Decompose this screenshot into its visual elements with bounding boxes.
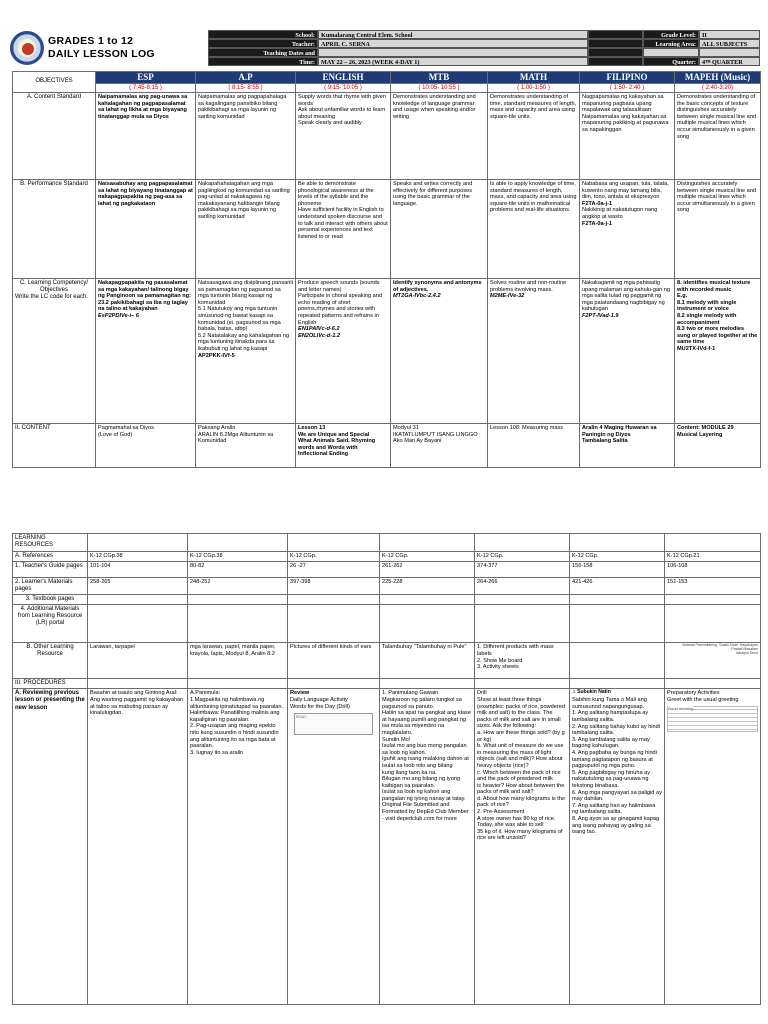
cell: Naipamamalas ang pag-unawa sa kahalagahan ng pagpapasalamat sa lahat ng likha at mga biyayang tinatanggap mula sa Diyos xyxy=(96,93,196,180)
time-english: ( 9:15- 10:05 ) xyxy=(296,84,391,93)
cell: Distinguishes accurately between single musical line and multiple musical lines which occur simultaneously in a given song xyxy=(675,180,761,279)
form-subtitle: DAILY LESSON LOG xyxy=(48,48,155,60)
quarter-value: 4ᵀᴴ QUARTER xyxy=(699,57,760,66)
cell: Content: MODULE 29 Musical Layering xyxy=(675,424,761,468)
learning-competency-row xyxy=(13,279,761,424)
objectives-label: OBJECTIVES xyxy=(13,72,96,93)
row-label: A. Content Standard xyxy=(13,93,96,180)
lc-code: M2ME-IVe-32 xyxy=(490,293,525,300)
cell: Produce speech sounds (sounds and letter names) Participate in choral speaking and echo reading of short poems,rhymes and stories with repeated patterns and refrains in English EN1PAIVc-d-6.2 EN2OLIVc-d-1.2 xyxy=(296,279,391,424)
row-label: 3. Textbook pages xyxy=(13,595,88,605)
row-label: LEARNING RESOURCES xyxy=(13,534,88,552)
subject-esp: ESP xyxy=(96,72,196,84)
review-math: Drill Show at least three things (examples: packs of rice, powdered milk and salt) to the class. The packs of milk and salt are in small sizes. Ask the following: a. How are these things sold? (by g or kg) b. What unit of measure do we use in measuring the mass of light objects (salt and milk)? How about heavy objects (rice)? c. Which between the pack of rice and the pack of powdered milk is heavier? How about between the packs of milk and salt? d. About how many kilograms is the pack of rice? 2. Pre-Assessment A store owner has 80 kg of rice. Today, she was able to sell 35 kg of it. How many kilograms of rice are left unsold? xyxy=(475,689,570,1005)
lc-code: F2TA-0a-j-1 xyxy=(582,200,613,207)
content-row xyxy=(13,424,761,468)
cell: Naisasabuhay ang pagpapasalamat sa lahat ng biyayang tinatanggap at nakapagpapakita ng pag-asa sa lahat ng pagkakataon xyxy=(96,180,196,279)
procedures-row xyxy=(13,679,761,689)
cell: Identify synonyms and antonyms of adjectives. MT2GA-IVbc-2.4.2 xyxy=(391,279,488,424)
dates-label: Teaching Dates and xyxy=(208,48,318,57)
row-label: 1. Teacher's Guide pages xyxy=(13,562,88,578)
cell: Be able to demonstrate phonological awareness at the levels of the syllable and the phoneme Have sufficient facility in English to understand spoken discourse and to talk and interact with others about personal experiences and text listened to or read xyxy=(296,180,391,279)
cell: Demonstrates understanding of time, standard measures of length, mass and capacity and area using square-tile units. xyxy=(488,93,580,180)
cell: Solves routine and non-routine problems involving mass. M2ME-IVe-32 xyxy=(488,279,580,424)
learning-resources-row xyxy=(13,534,761,552)
cell: Lesson 13 We are Unique and Special What Animals Said, Rhyming words and Words with Inflectional Ending xyxy=(296,424,391,468)
header-info-grid xyxy=(208,30,760,66)
cell: Speaks and writes correctly and effectively for different purposes using the basic grammar of the language. xyxy=(391,180,488,279)
area-label: Learning Area: xyxy=(643,39,699,48)
grade-label: Grade Level: xyxy=(643,30,699,39)
cell: Nababasa ang usapan, tula, talata, kuwento nang may tamang bilis, diin, tono, antala at ekspresyon F2TA-0a-j-1 Nakikinig at nakatutugon nang angkop at wasto F2TA-0a-j-1 xyxy=(580,180,675,279)
resources-procedures-table xyxy=(12,533,761,1005)
cell: Is able to apply knowledge of time, standard measures of length, mass, and capacity and area using square-tile units in mathematical problems and real-life situations. xyxy=(488,180,580,279)
review-mapeh: Preparatory Activities Greet with the usual greeting Good morning xyxy=(665,689,761,1005)
content-standard-row xyxy=(13,93,761,180)
row-label: 4. Additional Materials from Learning Resource (LR) portal xyxy=(13,605,88,643)
music-staff-image: Good morning xyxy=(667,706,758,732)
subject-ap: A.P xyxy=(196,72,296,84)
form-title: GRADES 1 to 12 xyxy=(48,35,134,47)
time-mapeh: ( 2:40-3:20) xyxy=(675,84,761,93)
school-label: School: xyxy=(208,30,318,39)
row-label: B. Other Learning Resource xyxy=(13,643,88,679)
cell: Aralin 4 Maging Huwaran sa Paningin ng Diyos Tambalang Salita xyxy=(580,424,675,468)
references-row: A. References K-12 CGp.38 K-12 CGp.38 K-12 CGp. K-12 CGp. K-12 CGp. K-12 CGp. K-12 CGp.21 xyxy=(13,552,761,562)
review-esp: Basahin at isaulo ang Gintong Aral: Ang wastong paggamit ng kakayahan at talino sa mabuting paraan ay kinalulugdan. xyxy=(88,689,188,1005)
cell: Demonstrates understanding and knowledge of language grammar and usage when speaking and/or writing xyxy=(391,93,488,180)
cell: Nakakagamit ng mga pahiwatig upang malaman ang kahulu-gan ng mga salita tulad ng paggamit ng mga palatandaang nagbibigay ng kahulugan F2PT-IVad-1.9 xyxy=(580,279,675,424)
time-filipino: ( 1:50- 2:40 ) xyxy=(580,84,675,93)
lc-code: F2PT-IVad-1.9 xyxy=(582,312,619,319)
subject-english: ENGLISH xyxy=(296,72,391,84)
review-ap: A.Panimula: 1.Magpakita ng halimbawa ng alituntuning ipinatutupad sa paaralan. Halimbawa: Panatilihing malinis ang kapaligiran ng paaralan. 2. Pag-usapan ang maging epekto nito kung susundin o hindi susundin ang alituntuning ito sa mga bata at paaralan. 3. Iugnay ito sa aralin xyxy=(188,689,288,1005)
subject-time-row xyxy=(13,84,761,93)
lc-code: MT2GA-IVbc-2.4.2 xyxy=(393,293,441,300)
area-value: ALL SUBJECTS xyxy=(699,39,760,48)
cell: Naisasagawa ang disiplinang pansarili sa pamamagitan ng pagsunod sa mga tuntunin bilang kasapi ng komunidad 5.1 Natutukoy ang mga tuntunin sinusunod ng bawat kasapi sa komunidad (ei. pagsunod sa mga babala, batas, atbp) 5.2 Natatalakay ang kahalagahan ng mga tuntuning itinakda para sa ikabubuti ng lahat ng kasapi AP2PKK-IVf-5 xyxy=(196,279,296,424)
learners-materials-row: 2. Learner's Materials pages 258-265 248-252 397-398 225-228 264-266 421-426 151-153 xyxy=(13,578,761,595)
cell: Pagmamahal sa Diyos (Love of God) xyxy=(96,424,196,468)
cell: Demonstrates understanding of the basic concepts of texture distinguishes accurately between single musical line and multiple musical lines which occur simultaneously in a given song xyxy=(675,93,761,180)
deped-seal-logo xyxy=(10,31,44,65)
cell: Nakapagpapakita ng pasasalamat sa mga kakayahan/ talinong bigay ng Panginoon sa pamamagitan ng: 23.2 pakikibahagi sa iba ng taglay na talino at kakayahan EsP2PDIVe-i– 6 xyxy=(96,279,196,424)
lc-code: MU2TX-IVd-f-1 xyxy=(677,345,716,352)
time-math: ( 1:00-1:50 ) xyxy=(488,84,580,93)
subukin-natin-banner: ♫ Subukin Natin xyxy=(572,689,611,696)
cell: Lesson 108: Measuring mass xyxy=(488,424,580,468)
row-label: 2. Learner's Materials pages xyxy=(13,578,88,595)
time-mtb: ( 10:05- 10:55 ) xyxy=(391,84,488,93)
cell: Paksang Aralin ARALIN 8.2Mga Alituntunin sa Komunidad xyxy=(196,424,296,468)
review-english: Review Daily Language Activity Words for the Day (Drill) READ: xyxy=(288,689,380,1005)
lc-code: EN1PAIVc-d-6.2 xyxy=(298,326,340,333)
lc-code: AP2PKK-IVf-5 xyxy=(198,352,235,359)
other-resources-row: B. Other Learning Resource Larawan, tarpapel mga larawan, papel, manila paper, krayola, lapis, Modyul 8, Aralin 8.2 Pictures of different kinds of ears Talambuhay "Talambuhay ni Pule" 1. Different products with mass labels 2. Show Me board 3. Activity sheets Balarila Pamimilahing "Susiin Nola" Hayahayan Paalati Masalam Isikaipio Disut xyxy=(13,643,761,679)
teachers-guide-row: 1. Teacher's Guide pages 101-104 80-82 26 -27 261-262 374-377 156-158 106-108 xyxy=(13,562,761,578)
review-filipino: ♫ Subukin Natin Sabihin kung Tama o Mali ang sumusunod napangungusap. 1. Ang salitang hampaslupa ay tambalang salita. 2. Ang salitang bahay kubo ay hindi tambalang salita. 3. Ang tambalang salita ay may bagong kahulugan. 4. Ang pagbaha ay bunga ng hindi tamang pagtatapon ng basura at pagpuputol ng mga puno. 5. Ang pagbibigay ng hinuha ay nakatutulong sa pag-unawa ng tekstong binabasa. 6. Ang mga pangyayari sa paligid ay may dahilan. 7. Ang salitang hari ay halimbawa ng tambalang salita. 8. Ang ayon sa ay ginagamit kapag ang isang pahayag ay galing sa isang tao. xyxy=(570,689,665,1005)
subject-header-row xyxy=(13,72,761,84)
row-label: C. Learning Competency/ Objectives Write the LC code for each. xyxy=(13,279,96,424)
row-label: A. Reviewing previous lesson or presenting the new lesson xyxy=(13,689,88,1005)
cell: Modyul 31 IKATATLUMPU'T ISANG LINGGO Ako Man Ay Bayani xyxy=(391,424,488,468)
time-esp: ( 7:45-8:15 ) xyxy=(96,84,196,93)
teacher-label: Teacher: xyxy=(208,39,318,48)
textbook-row xyxy=(13,595,761,605)
review-row xyxy=(13,689,761,1005)
drill-words-image: READ: xyxy=(294,713,373,735)
school-value: Kumalarang Central Elem. School xyxy=(318,30,588,39)
cell: Nagpapamalas ng kakayahan sa mapanuring pagbasa upang mapalawak ang talasalitaan Naipamamalas ang kakayahan sa mapanuring pakikinig at pagunawa sa napakinggan xyxy=(580,93,675,180)
subject-mapeh: MAPEH (Music) xyxy=(675,72,761,84)
grade-value: II xyxy=(699,30,760,39)
teacher-value: APRIL C. SERNA xyxy=(318,39,588,48)
row-label: III. PROCEDURES xyxy=(13,679,88,689)
dates-value: MAY 22 – 26, 2023 (WEEK 4-DAY 1) xyxy=(318,57,588,66)
subject-filipino: FILIPINO xyxy=(580,72,675,84)
row-label: B. Performance Standard xyxy=(13,180,96,279)
cell: Naipamamalas ang pagpapahalaga sa kagalingang pansibiko bilang pakikibahagi sa mga layunin ng sariling komunidad xyxy=(196,93,296,180)
row-label: A. References xyxy=(13,552,88,562)
header xyxy=(10,30,760,70)
subject-math: MATH xyxy=(488,72,580,84)
time-ap: ( 8:15- 8:55 ) xyxy=(196,84,296,93)
quarter-label: Quarter: xyxy=(643,57,699,66)
time-label: Time: xyxy=(208,57,318,66)
lc-code: EsP2PDIVe-i– 6 xyxy=(98,312,139,319)
cell: Nakapahahalagahan ang mga pagliingkod ng komunidad sa sariling pag-unlad at nakakagawa ng makakayanang hakbangin bilang pakikibahagi sa mga layunin ng sariling komunidad xyxy=(196,180,296,279)
additional-materials-row xyxy=(13,605,761,643)
cell: Supply words that rhyme with given words Ask about unfamiliar words to learn about meaning Speak clearly and audibly xyxy=(296,93,391,180)
lc-code: F2TA-0a-j-1 xyxy=(582,220,613,227)
row-label: II. CONTENT xyxy=(13,424,96,468)
performance-standard-row xyxy=(13,180,761,279)
lc-code: EN2OLIVc-d-1.2 xyxy=(298,332,340,339)
objectives-table xyxy=(12,71,761,468)
cell: 8. identifies musical texture with recorded music E.g. 8.1 melody with single instrument or voice 8.2 single melody with accompaniment 8.3 two or more melodies sung or played together at the same time MU2TX-IVd-f-1 xyxy=(675,279,761,424)
review-mtb: 1. Panimulang Gawain Magkaroon ng palaro tungkol sa pagsunod sa panuto. Hatiin sa apat na pangkat ang klase at hayaang pumili ang pangkat ng isa mula sa miyembro na maglalalaro. Sundin Mo! Isulat mo ang buo mong pangalan sa loob ng kahon. Iguhit ang isang malaking dahon at isulat sa loob nito ang bilang kung ilang taon ka na. Bilugan mo ang bilang ng iyong kaibigan sa paaralan. Isulat sa loob ng kahon ang pangalan ng iyong nanay at tatay. Original File Submitted and Formatted by DepEd Club Member - visit depedclub.com for more xyxy=(380,689,475,1005)
subject-mtb: MTB xyxy=(391,72,488,84)
